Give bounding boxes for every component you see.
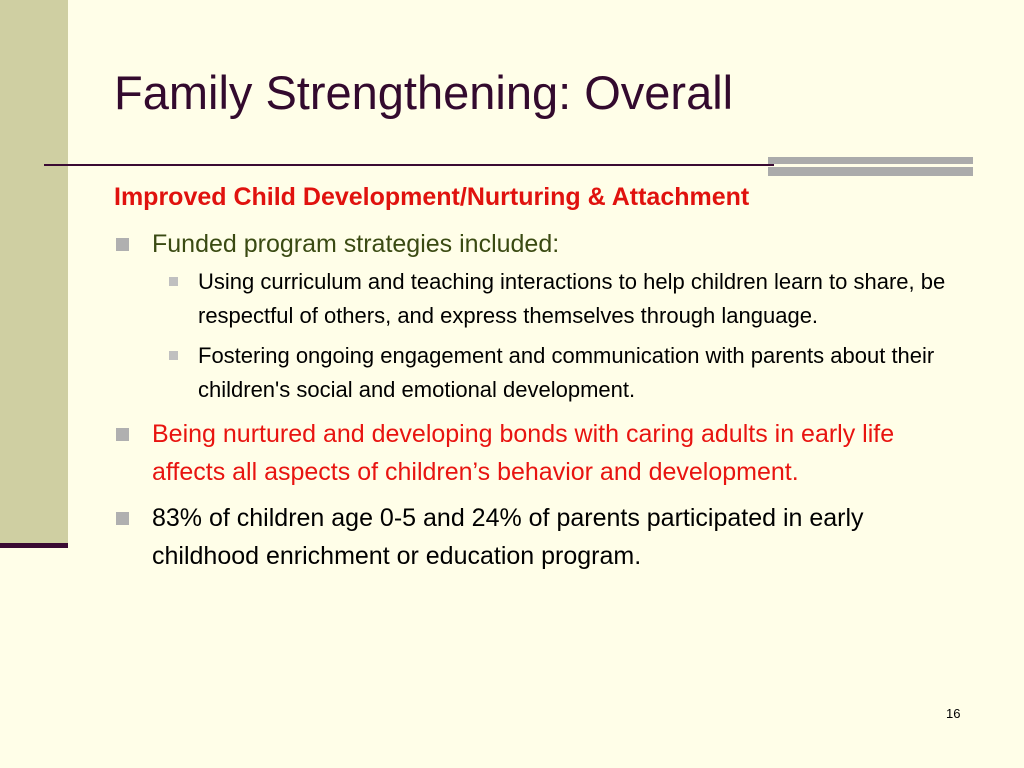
bullet-text: Funded program strategies included: <box>152 230 560 258</box>
slide-title: Family Strengthening: Overall <box>114 66 734 119</box>
sub-bullet-engagement <box>114 339 974 407</box>
square-bullet-icon <box>116 238 129 251</box>
side-decoration-band <box>0 0 68 548</box>
small-square-bullet-icon <box>169 351 178 360</box>
page-number: 16 <box>946 706 961 721</box>
bullet-strategies <box>114 225 974 263</box>
title-underline <box>44 164 774 166</box>
sub-bullet-curriculum <box>114 265 974 333</box>
bullet-text: Being nurtured and developing bonds with caring adults in early life affects all aspects of children’s behavior and development. <box>152 420 895 486</box>
bullet-nurturing <box>114 415 974 491</box>
square-bullet-icon <box>116 428 129 441</box>
slide-body <box>114 178 974 575</box>
sub-bullet-text: Using curriculum and teaching interactions to help children learn to share, be respectful of others, and express themselves through language. <box>198 269 946 328</box>
accent-bar-bottom <box>768 167 973 176</box>
square-bullet-icon <box>116 512 129 525</box>
side-decoration-rule <box>0 543 68 548</box>
accent-bars <box>768 157 973 179</box>
section-heading: Improved Child Development/Nurturing & Attachment <box>114 183 750 211</box>
sub-bullet-text: Fostering ongoing engagement and communication with parents about their children's social and emotional development. <box>198 343 935 402</box>
small-square-bullet-icon <box>169 277 178 286</box>
accent-bar-top <box>768 157 973 164</box>
bullet-participation <box>114 499 974 575</box>
bullet-text: 83% of children age 0-5 and 24% of parents participated in early childhood enrichment or education program. <box>152 504 864 570</box>
